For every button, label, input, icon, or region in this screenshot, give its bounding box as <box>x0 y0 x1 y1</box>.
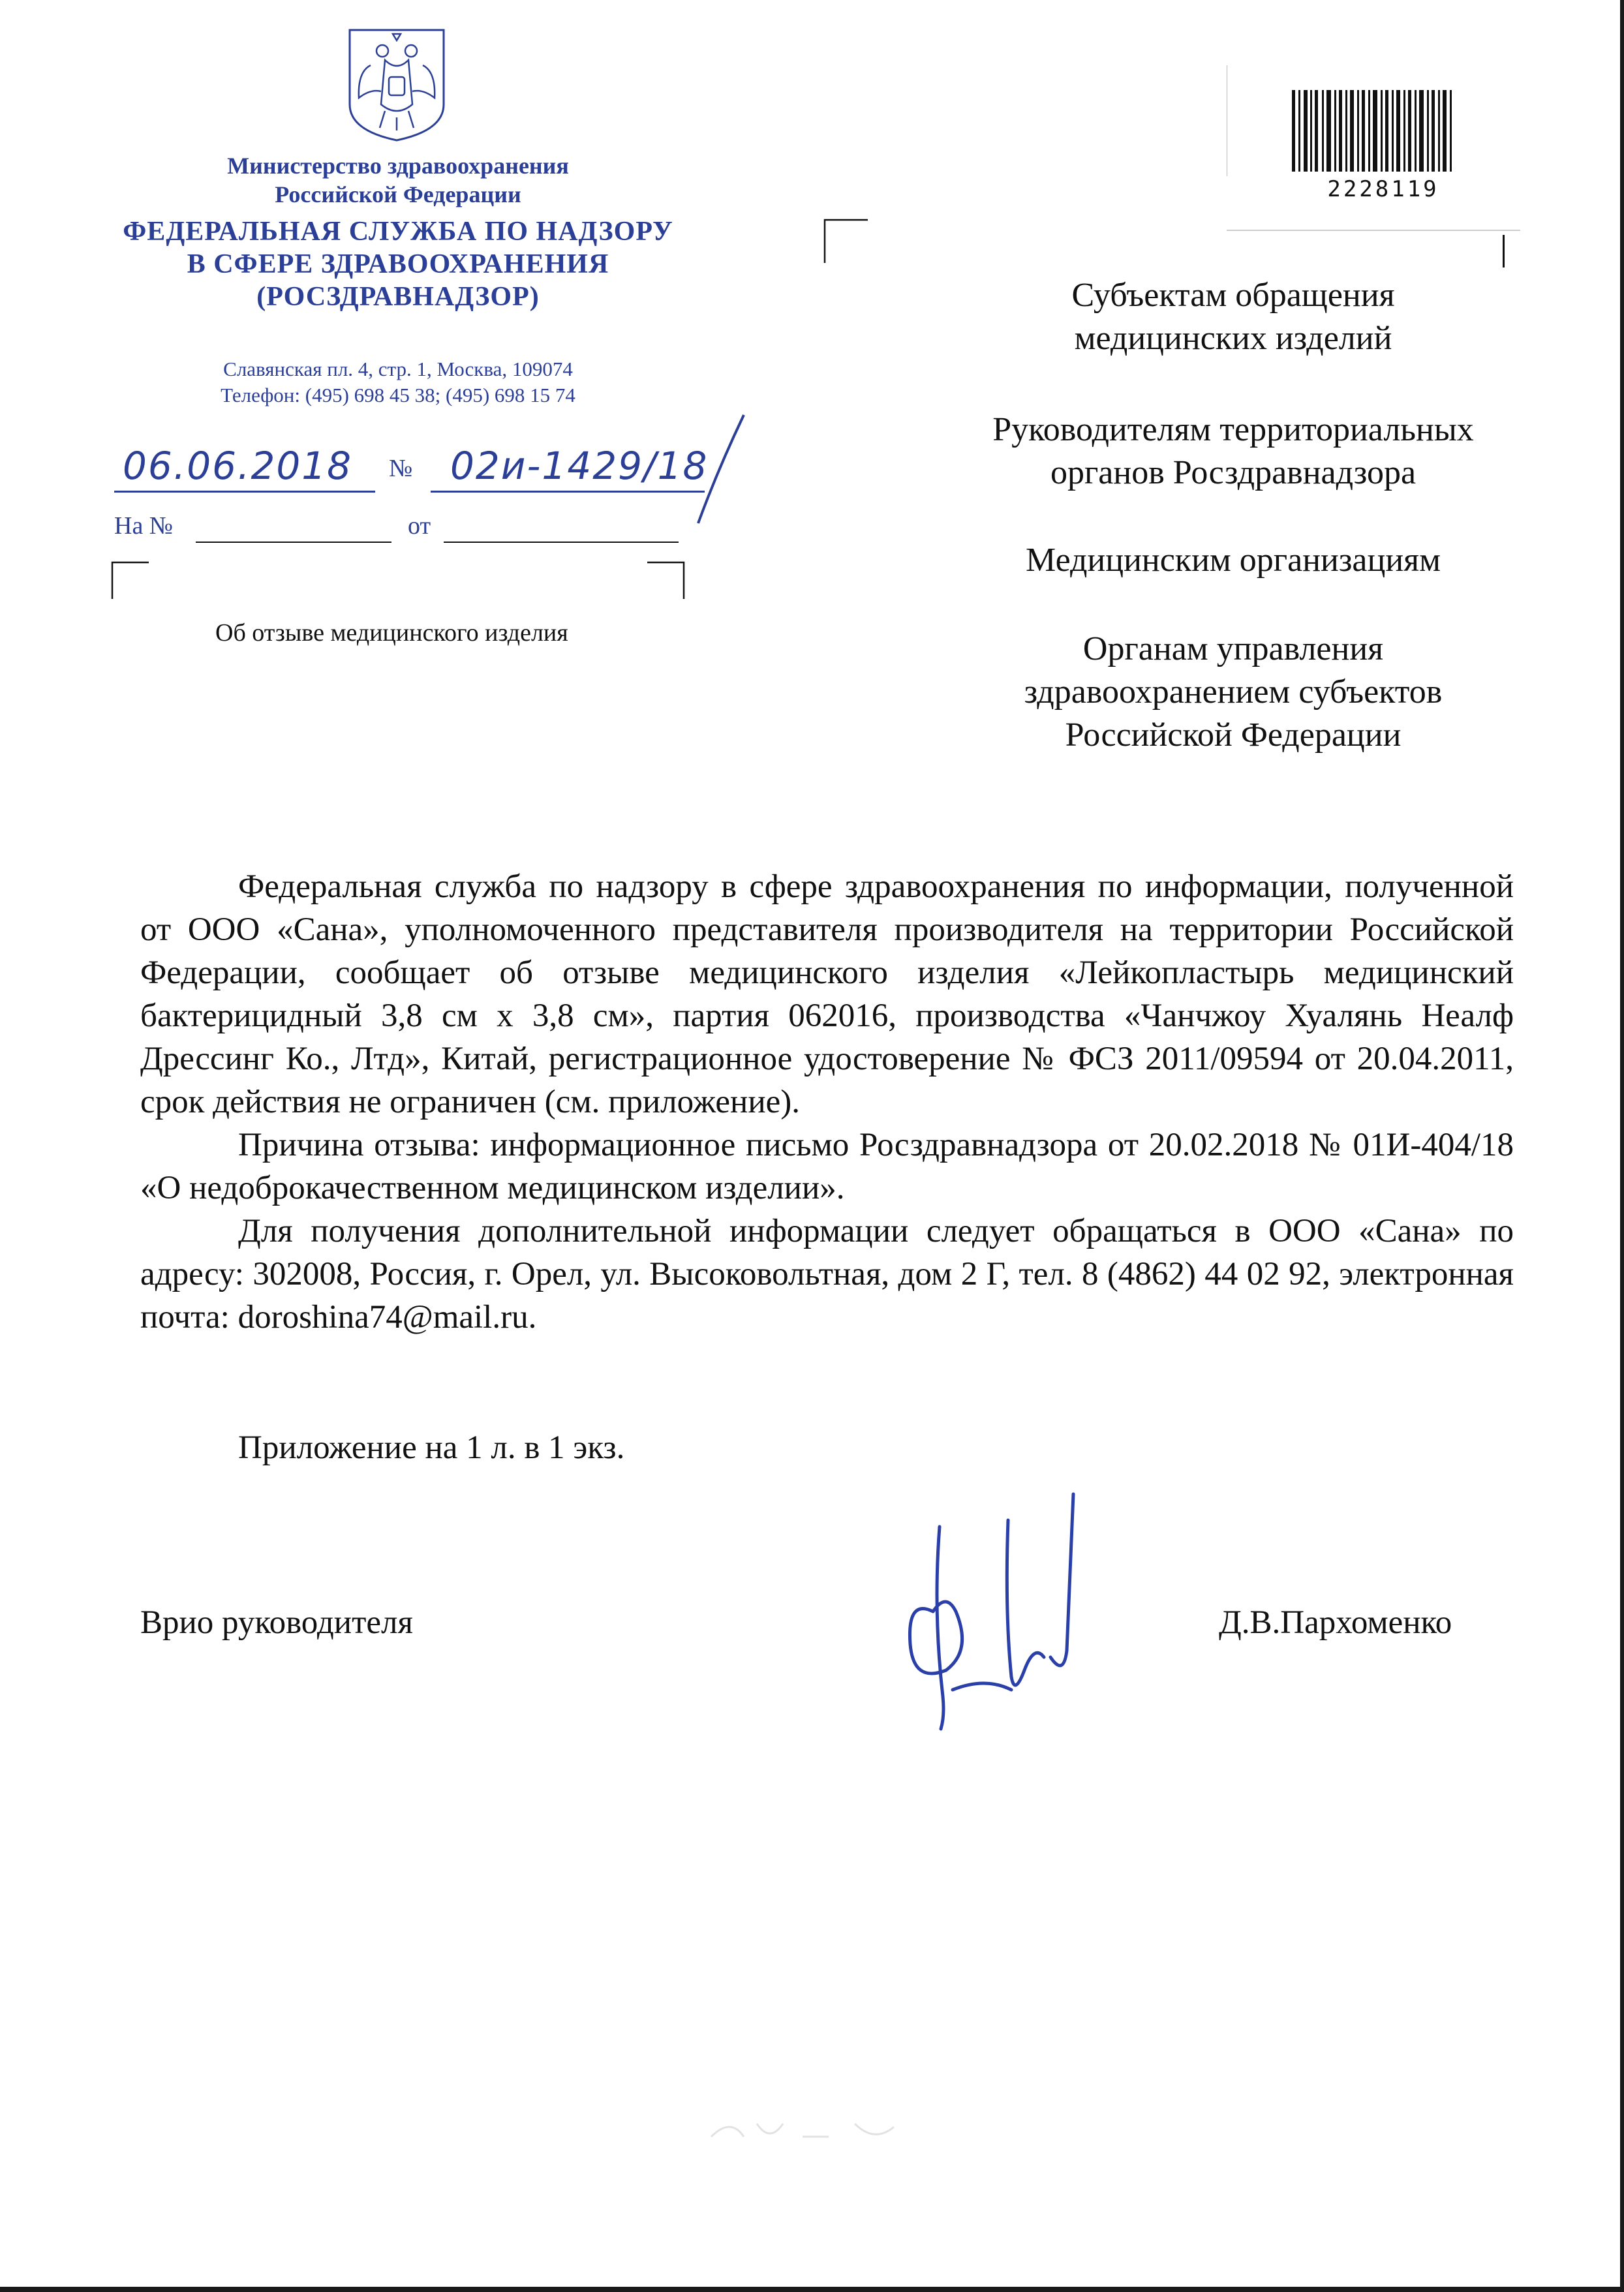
body-paragraph-reason: Причина отзыва: информационное письмо Росздравнадзора от 20.02.2018 № 01И-404/18 «О недоброкачественном медицинском изделии». <box>140 1127 1514 1206</box>
scan-edge-bottom <box>0 2287 1624 2292</box>
recipient-line: органов Росздравнадзора <box>1050 454 1417 491</box>
reply-date-label: от <box>408 512 431 540</box>
service-name <box>78 215 718 313</box>
handwritten-slash <box>692 411 750 528</box>
reply-number-line <box>196 542 391 543</box>
recipient-line: Руководителям территориальных <box>992 411 1474 448</box>
body-paragraph-recall: Федеральная служба по надзору в сфере здравоохранения по информации, полученной от ООО «Сана», уполномоченного представителя производителя на территории Российской Федерации, сообщает об отзыве медицинского изделия «Лейкопластырь медицинский бактерицидный 3,8 см x 3,8 см», партия 062016, производства «Чанчжоу Хуалянь Неалф Дрессинг Ко., Лтд», Китай, регистрационное удостоверение № ФСЗ 2011/09594 от 20.04.2011, срок действия не ограничен (см. приложение). <box>140 868 1514 1120</box>
recipient-1 <box>848 274 1618 360</box>
letter-subject: Об отзыве медицинского изделия <box>215 619 568 647</box>
ministry-line-1: Министерство здравоохранения <box>227 153 569 179</box>
subject-bracket-left <box>111 561 150 600</box>
barcode-bars <box>1227 65 1520 183</box>
recipient-4 <box>848 628 1618 757</box>
scan-edge-right <box>1620 0 1624 2292</box>
subject-bracket-right <box>646 561 685 600</box>
ministry-name <box>117 151 679 209</box>
signer-role: Врио руководителя <box>140 1604 413 1641</box>
recipient-line: Медицинским организациям <box>1026 542 1441 579</box>
barcode-number: 2228119 <box>1327 176 1439 202</box>
letterhead-address <box>117 356 679 408</box>
service-line-3: (РОСЗДРАВНАДЗОР) <box>256 282 540 312</box>
recipient-line: Российской Федерации <box>1065 716 1402 754</box>
address-line: Славянская пл. 4, стр. 1, Москва, 109074 <box>223 358 573 380</box>
signer-name: Д.В.Пархоменко <box>1219 1604 1452 1641</box>
body-paragraph-contact: Для получения дополнительной информации следует обращаться в ООО «Сана» по адресу: 302008, Россия, г. Орел, ул. Высоковольтная, дом 2 Г, тел. 8 (4862) 44 02 92, электронная почта: doroshina74@mail.ru. <box>140 1213 1514 1336</box>
reply-number-label: На № <box>114 512 174 540</box>
barcode <box>1227 65 1520 235</box>
handwritten-signature <box>894 1481 1103 1742</box>
number-sign: № <box>389 455 413 482</box>
recipient-line: Субъектам обращения <box>1071 277 1395 314</box>
recipient-line: медицинских изделий <box>1074 320 1392 357</box>
recipient-bracket-left <box>823 219 869 264</box>
number-underline <box>431 491 705 493</box>
registration-number: 02и-1429/18 <box>450 444 709 488</box>
letter-body <box>140 865 1514 1339</box>
service-line-1: ФЕДЕРАЛЬНАЯ СЛУЖБА ПО НАДЗОРУ <box>123 217 673 247</box>
ministry-line-2: Российской Федерации <box>275 181 521 207</box>
coat-of-arms-icon <box>345 26 449 142</box>
recipient-3 <box>848 539 1618 582</box>
service-line-2: В СФЕРЕ ЗДРАВООХРАНЕНИЯ <box>187 249 609 279</box>
recipient-line: Органам управления <box>1082 630 1384 667</box>
barcode-rule <box>1227 230 1520 231</box>
recipient-line: здравоохранением субъектов <box>1024 673 1443 711</box>
attachment-note: Приложение на 1 л. в 1 экз. <box>238 1429 625 1466</box>
recipient-bracket-right <box>1503 235 1505 267</box>
reply-date-line <box>444 542 679 543</box>
recipient-2 <box>848 408 1618 495</box>
date-underline <box>114 491 375 493</box>
phone-line: Телефон: (495) 698 45 38; (495) 698 15 74 <box>221 384 575 406</box>
scan-smudge <box>705 2111 920 2150</box>
registration-date: 06.06.2018 <box>123 444 353 488</box>
